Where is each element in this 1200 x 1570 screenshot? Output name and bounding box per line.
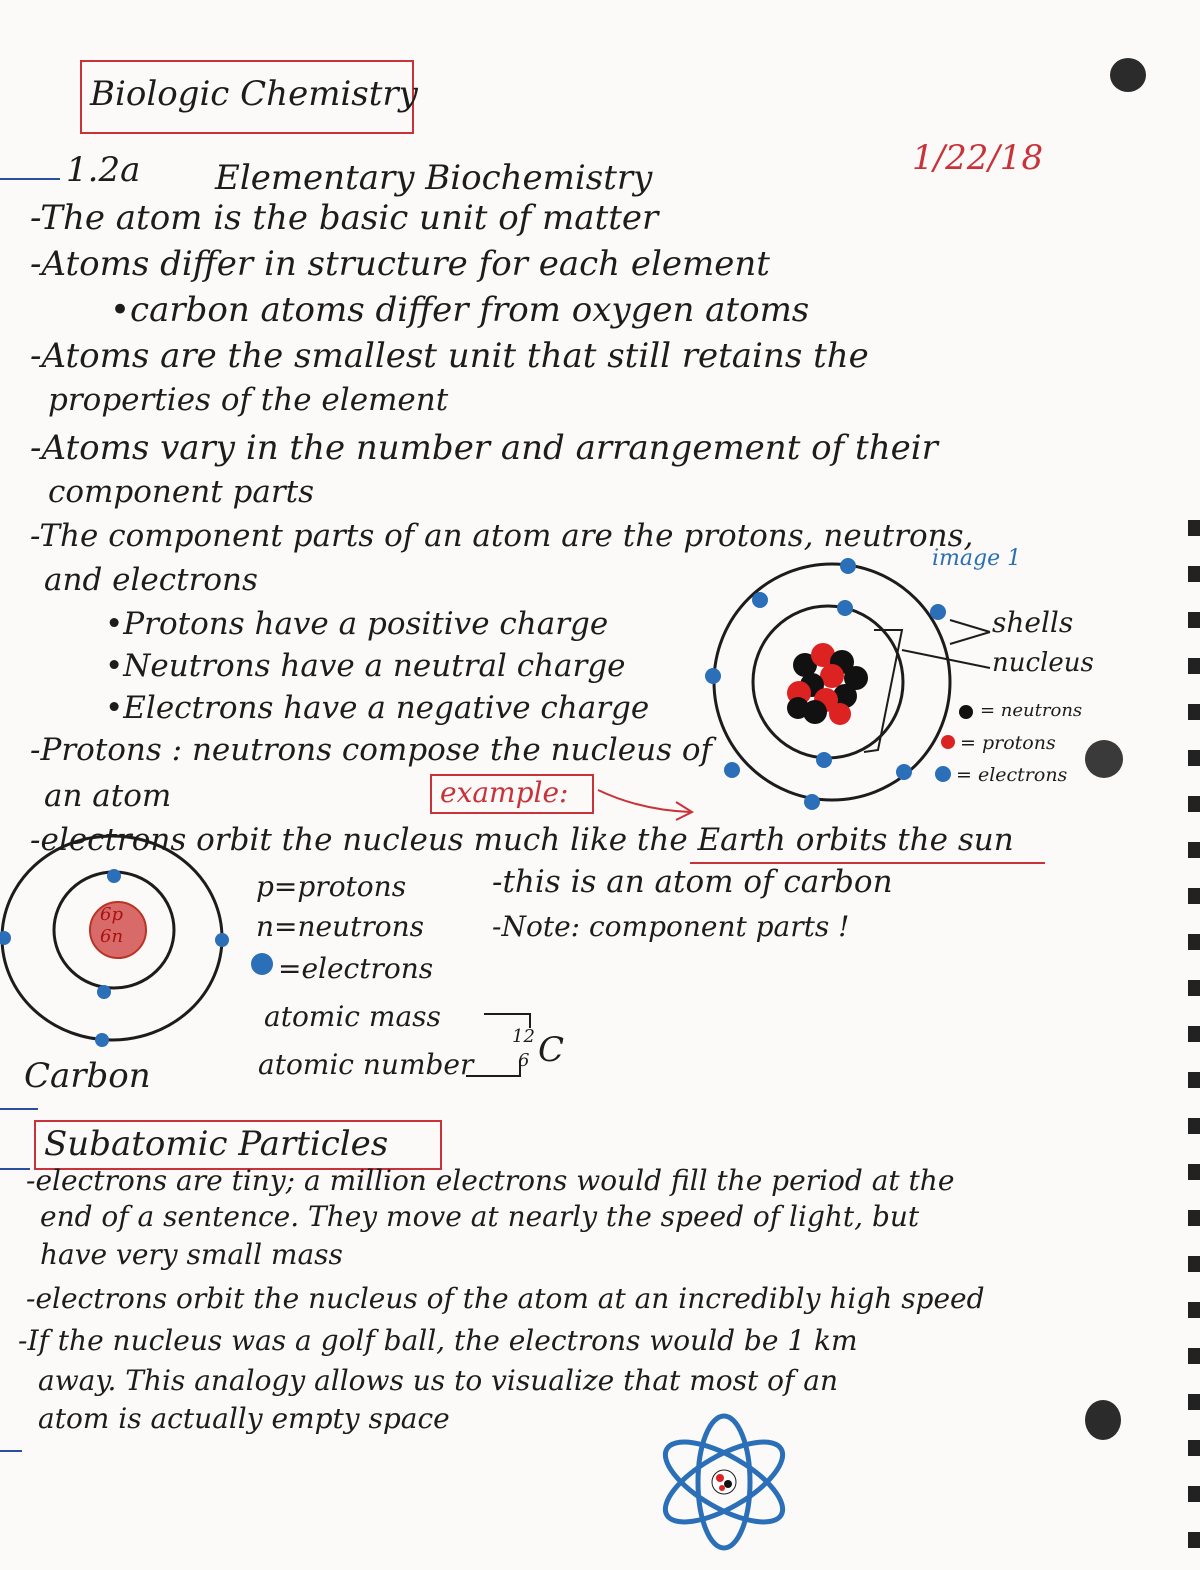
subatomic-title: Subatomic Particles (44, 1124, 389, 1164)
section-title: Elementary Biochemistry (215, 158, 653, 198)
key-protons: p=protons (256, 870, 407, 903)
note-line: -Atoms vary in the number and arrangement of their (30, 428, 938, 468)
element-symbol: C (538, 1030, 565, 1070)
atomic-mass-label: atomic mass (264, 1000, 441, 1033)
note-line: -Atoms differ in structure for each element (30, 244, 770, 284)
note-line: •carbon atoms differ from oxygen atoms (110, 290, 810, 330)
subatomic-line: -If the nucleus was a golf ball, the electrons would be 1 km (18, 1324, 858, 1357)
image-label: image 1 (932, 546, 1022, 571)
note-line: component parts (48, 474, 315, 510)
note-line: an atom (44, 778, 172, 814)
subatomic-line: have very small mass (40, 1238, 343, 1271)
carbon-note-2: -Note: component parts ! (492, 910, 850, 943)
atomic-number-label: atomic number (258, 1048, 474, 1081)
note-line: properties of the element (48, 382, 449, 418)
carbon-nucleus-protons: 6p (100, 904, 123, 925)
note-line: -electrons orbit the nucleus much like the Earth orbits the sun (30, 822, 1014, 858)
legend-nucleus: nucleus (992, 648, 1094, 678)
subatomic-line: away. This analogy allows us to visualize that most of an (38, 1364, 838, 1397)
doodle-neutron (724, 1480, 732, 1488)
subatomic-line: -electrons orbit the nucleus of the atom at an incredibly high speed (26, 1282, 985, 1315)
note-line: -The atom is the basic unit of matter (30, 198, 659, 238)
note-line: and electrons (44, 562, 258, 598)
section-number: 1.2a (66, 150, 141, 190)
carbon-note-1: -this is an atom of carbon (492, 864, 893, 900)
key-electrons: =electrons (278, 952, 434, 985)
example-label: example: (440, 776, 569, 809)
key-neutrons: n=neutrons (256, 910, 425, 943)
legend-electrons: = electrons (956, 764, 1068, 786)
subatomic-line: end of a sentence. They move at nearly the speed of light, but (40, 1200, 920, 1233)
note-line: -The component parts of an atom are the protons, neutrons, (30, 518, 974, 554)
legend-protons: = protons (960, 732, 1056, 754)
note-line: •Electrons have a negative charge (105, 690, 650, 726)
carbon-nucleus-neutrons: 6n (100, 926, 124, 947)
legend-neutrons: = neutrons (980, 700, 1083, 721)
note-line: •Neutrons have a neutral charge (105, 648, 626, 684)
note-line: -Protons : neutrons compose the nucleus of (30, 732, 712, 768)
legend-shells: shells (992, 606, 1074, 639)
atomic-number-value: 6 (518, 1050, 530, 1071)
doodle-proton (719, 1485, 725, 1491)
carbon-caption: Carbon (24, 1056, 151, 1096)
subatomic-line: -electrons are tiny; a million electrons would fill the period at the (26, 1164, 955, 1197)
subject-title: Biologic Chemistry (90, 74, 418, 114)
note-date: 1/22/18 (912, 138, 1044, 178)
note-line: •Protons have a positive charge (105, 606, 609, 642)
doodle-proton (716, 1474, 724, 1482)
note-line: -Atoms are the smallest unit that still retains the (30, 336, 869, 376)
subatomic-line: atom is actually empty space (38, 1402, 450, 1435)
mass-number: 12 (512, 1026, 535, 1047)
doodle-nucleus (712, 1470, 736, 1494)
